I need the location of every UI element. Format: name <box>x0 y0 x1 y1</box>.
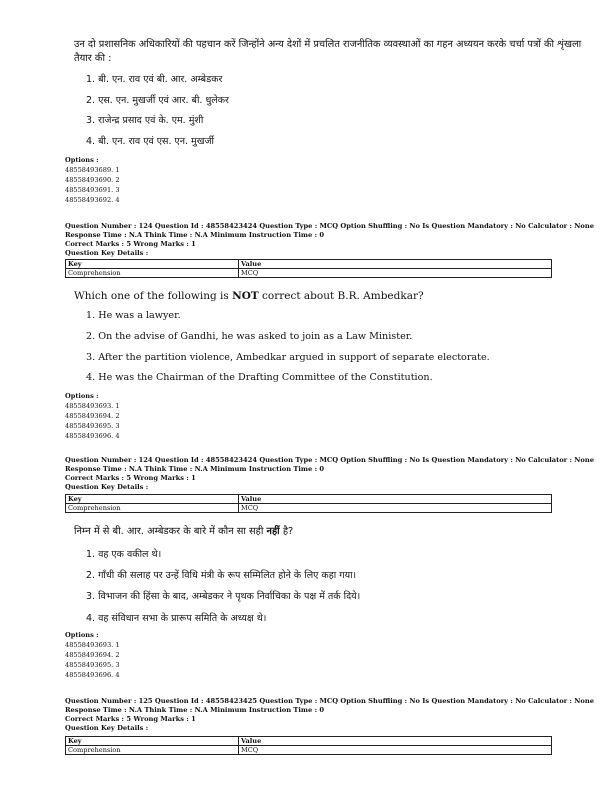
question-key-table <box>65 259 552 278</box>
question-meta-line-1: Question Number : 124 Question Id : 48558423424 Question Type : MCQ Option Shuffling : No Is Question Mandatory : No Calculator : None <box>65 222 594 230</box>
question-key-details-label: Question Key Details : <box>65 483 149 491</box>
choice-4: 4. He was the Chairman of the Drafting Committee of the Constitution. <box>86 372 433 383</box>
choice-2: 2. एस. एन. मुखर्जी एवं आर. बी. धुलेकर <box>86 95 229 106</box>
choice-3: 3. विभाजन की हिंसा के बाद, अम्बेडकर ने पृथक निर्वाचिका के पक्ष में तर्क दिये। <box>86 591 361 602</box>
question-meta-line-1: Question Number : 124 Question Id : 48558423424 Question Type : MCQ Option Shuffling : No Is Question Mandatory : No Calculator : None <box>65 456 594 464</box>
question-marks: Correct Marks : 5 Wrong Marks : 1 <box>65 715 196 723</box>
question-marks: Correct Marks : 5 Wrong Marks : 1 <box>65 240 196 248</box>
question-key-table <box>65 494 552 513</box>
question-meta-line-2: Response Time : N.A Think Time : N.A Minimum Instruction Time : 0 <box>65 465 325 473</box>
value-cell: MCQ <box>239 746 552 755</box>
choice-3: 3. After the partition violence, Ambedkar argued in support of separate electorate. <box>86 352 490 363</box>
key-header: Key <box>66 260 239 269</box>
options-label: Options : <box>65 392 99 400</box>
question-meta-line-2: Response Time : N.A Think Time : N.A Minimum Instruction Time : 0 <box>65 231 325 239</box>
value-cell: MCQ <box>239 269 552 278</box>
key-cell: Comprehension <box>66 269 239 278</box>
question-text-line-1: उन दो प्रशासनिक अधिकारियों की पहचान करें जिन्होंने अन्य देशों में प्रचलित राजनीतिक व्यवस्थाओं का गहन अध्ययन करके चर्चा पत्रों की शृंखला <box>74 39 582 50</box>
option-id: 48558493696. 4 <box>65 671 120 679</box>
value-header: Value <box>239 737 552 746</box>
choice-1: 1. बी. एन. राव एवं बी. आर. अम्बेडकर <box>86 74 223 85</box>
option-id: 48558493689. 1 <box>65 166 120 174</box>
value-header: Value <box>239 260 552 269</box>
question-text-pre: निम्न में से बी. आर. अम्बेडकर के बारे में कौन सा सही <box>74 526 267 537</box>
question-text-bold: NOT <box>232 290 259 302</box>
option-id: 48558493693. 1 <box>65 402 120 410</box>
question-key-details-label: Question Key Details : <box>65 249 149 257</box>
question-text-post: correct about B.R. Ambedkar? <box>258 290 424 302</box>
choice-1: 1. वह एक वकील थे। <box>86 549 162 560</box>
key-cell: Comprehension <box>66 746 239 755</box>
option-id: 48558493692. 4 <box>65 196 120 204</box>
key-header: Key <box>66 737 239 746</box>
question-text-post: है? <box>279 526 294 537</box>
question-meta-line-1: Question Number : 125 Question Id : 48558423425 Question Type : MCQ Option Shuffling : No Is Question Mandatory : No Calculator : None <box>65 697 594 705</box>
question-text-bold: नहीं <box>266 526 280 537</box>
options-label: Options : <box>65 631 99 639</box>
value-cell: MCQ <box>239 504 552 513</box>
key-header: Key <box>66 495 239 504</box>
question-text <box>74 525 293 539</box>
choice-3: 3. राजेन्द्र प्रसाद एवं के. एम. मुंशी <box>86 115 204 126</box>
choice-2: 2. गाँधी की सलाह पर उन्हें विधि मंत्री के रूप सम्मिलित होने के लिए कहा गया। <box>86 570 357 581</box>
option-id: 48558493695. 3 <box>65 661 120 669</box>
choice-2: 2. On the advise of Gandhi, he was asked to join as a Law Minister. <box>86 331 413 342</box>
question-marks: Correct Marks : 5 Wrong Marks : 1 <box>65 474 196 482</box>
option-id: 48558493694. 2 <box>65 412 120 420</box>
option-id: 48558493693. 1 <box>65 641 120 649</box>
question-meta-line-2: Response Time : N.A Think Time : N.A Minimum Instruction Time : 0 <box>65 706 325 714</box>
option-id: 48558493695. 3 <box>65 422 120 430</box>
choice-4: 4. वह संविधान सभा के प्रारूप समिति के अध्यक्ष थे। <box>86 613 267 624</box>
key-cell: Comprehension <box>66 504 239 513</box>
question-text <box>74 289 424 303</box>
question-text-pre: Which one of the following is <box>74 290 233 302</box>
option-id: 48558493696. 4 <box>65 432 120 440</box>
option-id: 48558493691. 3 <box>65 186 120 194</box>
option-id: 48558493694. 2 <box>65 651 120 659</box>
options-label: Options : <box>65 156 99 164</box>
choice-1: 1. He was a lawyer. <box>86 310 181 321</box>
choice-4: 4. बी. एन. राव एवं एस. एन. मुखर्जी <box>86 136 215 147</box>
question-key-details-label: Question Key Details : <box>65 724 149 732</box>
option-id: 48558493690. 2 <box>65 176 120 184</box>
value-header: Value <box>239 495 552 504</box>
question-key-table <box>65 736 552 755</box>
question-text-line-2: तैयार की : <box>74 53 112 64</box>
